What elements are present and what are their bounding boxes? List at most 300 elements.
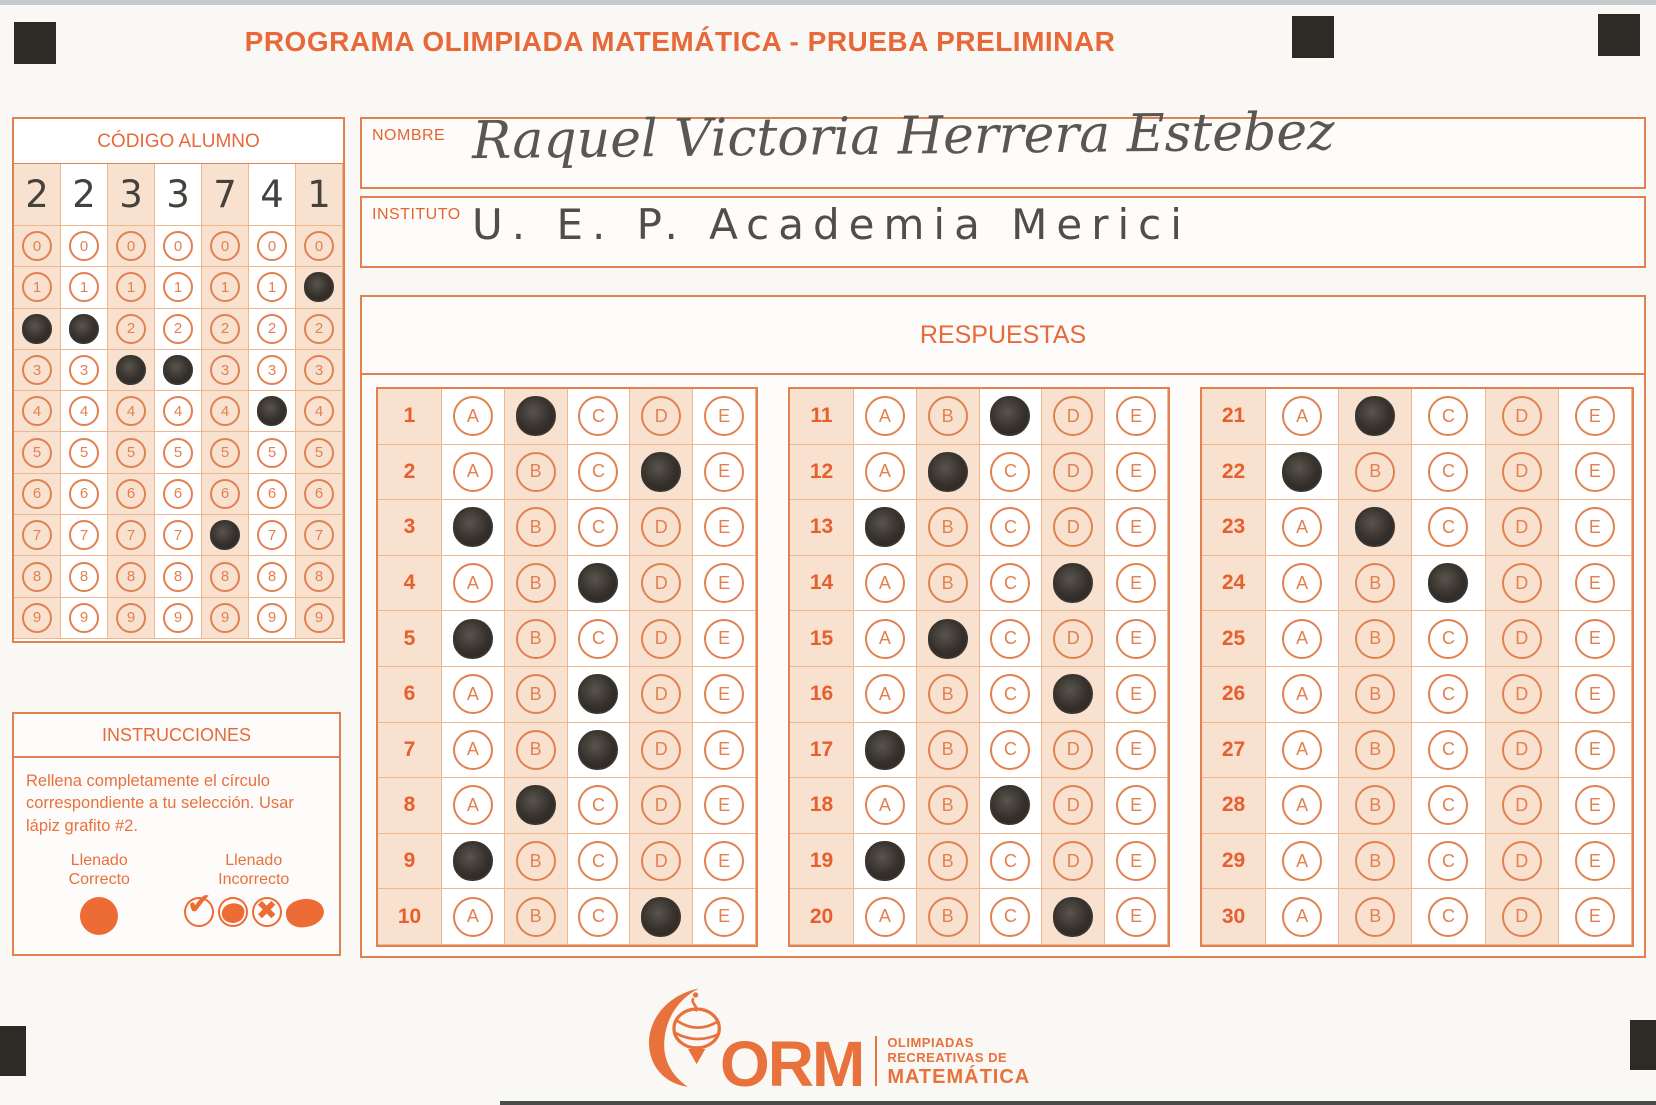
code-bubble-col1-7[interactable]: 7 — [22, 520, 52, 550]
code-bubble-col5-4[interactable]: 4 — [210, 396, 240, 426]
answer-cell — [505, 889, 568, 945]
code-cell — [202, 391, 249, 432]
answer-bubble-q9-B[interactable]: B — [516, 841, 556, 881]
answer-bubble-q6-A[interactable]: A — [453, 674, 493, 714]
answer-bubble-q24-B[interactable]: B — [1355, 563, 1395, 603]
answer-bubble-q9-E[interactable]: E — [704, 841, 744, 881]
code-bubble-col1-4[interactable]: 4 — [22, 396, 52, 426]
answer-bubble-q15-D[interactable]: D — [1053, 619, 1093, 659]
answer-bubble-q15-A[interactable]: A — [865, 619, 905, 659]
answer-cell — [1105, 500, 1168, 556]
name-field[interactable] — [360, 102, 1646, 189]
answer-bubble-q9-D[interactable]: D — [641, 841, 681, 881]
answer-bubble-q23-B-filled[interactable] — [1355, 507, 1395, 547]
answer-bubble-q2-C[interactable]: C — [578, 452, 618, 492]
code-bubble-col5-8[interactable]: 8 — [210, 562, 240, 592]
answer-bubble-q21-D[interactable]: D — [1502, 396, 1542, 436]
code-bubble-col7-6[interactable]: 6 — [304, 479, 334, 509]
answer-bubble-q16-A[interactable]: A — [865, 674, 905, 714]
code-bubble-col3-9[interactable]: 9 — [116, 603, 146, 633]
answer-bubble-q18-B[interactable]: B — [928, 785, 968, 825]
answer-row-16 — [790, 667, 1168, 723]
answer-bubble-q8-A[interactable]: A — [453, 785, 493, 825]
answer-bubble-q2-E[interactable]: E — [704, 452, 744, 492]
answer-bubble-q16-B[interactable]: B — [928, 674, 968, 714]
answer-cell — [442, 500, 505, 556]
answer-bubble-q23-D[interactable]: D — [1502, 507, 1542, 547]
answer-bubble-q15-E[interactable]: E — [1116, 619, 1156, 659]
answer-cell — [1105, 556, 1168, 612]
answer-bubble-q13-B[interactable]: B — [928, 507, 968, 547]
code-cell — [249, 226, 296, 267]
answer-bubble-q3-D[interactable]: D — [641, 507, 681, 547]
answer-bubble-q13-E[interactable]: E — [1116, 507, 1156, 547]
answer-bubble-q1-A[interactable]: A — [453, 396, 493, 436]
code-bubble-col7-8[interactable]: 8 — [304, 562, 334, 592]
code-bubble-col3-1[interactable]: 1 — [116, 272, 146, 302]
answer-bubble-q28-E[interactable]: E — [1575, 785, 1615, 825]
answer-bubble-q18-D[interactable]: D — [1053, 785, 1093, 825]
answer-cell — [854, 889, 917, 945]
answer-bubble-q14-E[interactable]: E — [1116, 563, 1156, 603]
code-cell — [108, 474, 155, 515]
answer-bubble-q7-C-filled[interactable] — [578, 730, 618, 770]
answer-bubble-q11-C-filled[interactable] — [990, 396, 1030, 436]
answer-bubble-q8-E[interactable]: E — [704, 785, 744, 825]
answer-bubble-q12-C[interactable]: C — [990, 452, 1030, 492]
answer-row-5 — [378, 611, 756, 667]
answer-cell — [630, 667, 693, 723]
answer-bubble-q12-B-filled[interactable] — [928, 452, 968, 492]
code-bubble-col4-2[interactable]: 2 — [163, 314, 193, 344]
answer-cell — [1486, 889, 1559, 945]
answer-bubble-q14-A[interactable]: A — [865, 563, 905, 603]
code-bubble-col5-6[interactable]: 6 — [210, 479, 240, 509]
answer-cell — [980, 611, 1043, 667]
code-bubble-col3-4[interactable]: 4 — [116, 396, 146, 426]
answer-bubble-q17-E[interactable]: E — [1116, 730, 1156, 770]
answer-bubble-q6-B[interactable]: B — [516, 674, 556, 714]
answer-bubble-q25-E[interactable]: E — [1575, 619, 1615, 659]
code-cell — [14, 391, 61, 432]
code-bubble-col7-4[interactable]: 4 — [304, 396, 334, 426]
code-bubble-col4-3-filled[interactable] — [163, 355, 193, 385]
answer-bubble-q22-E[interactable]: E — [1575, 452, 1615, 492]
answer-bubble-q4-E[interactable]: E — [704, 563, 744, 603]
answer-bubble-q27-C[interactable]: C — [1428, 730, 1468, 770]
institute-handwritten-value: U. E. P. Academia Merici — [472, 200, 1191, 249]
answer-bubble-q3-A-filled[interactable] — [453, 507, 493, 547]
code-bubble-col1-0[interactable]: 0 — [22, 231, 52, 261]
answer-bubble-q28-B[interactable]: B — [1355, 785, 1395, 825]
answer-cell — [1412, 389, 1485, 445]
code-cell — [155, 226, 202, 267]
code-bubble-col3-8[interactable]: 8 — [116, 562, 146, 592]
answer-bubble-q14-B[interactable]: B — [928, 563, 968, 603]
answer-bubble-q16-E[interactable]: E — [1116, 674, 1156, 714]
code-bubble-col6-0[interactable]: 0 — [257, 231, 287, 261]
answer-cell — [1105, 389, 1168, 445]
answer-bubble-q22-D[interactable]: D — [1502, 452, 1542, 492]
answer-bubble-q14-D-filled[interactable] — [1053, 563, 1093, 603]
answer-bubble-q19-D[interactable]: D — [1053, 841, 1093, 881]
code-bubble-col5-1[interactable]: 1 — [210, 272, 240, 302]
answer-bubble-q25-A[interactable]: A — [1282, 619, 1322, 659]
code-cell — [61, 474, 108, 515]
answer-row-27 — [1202, 723, 1632, 779]
code-bubble-col7-2[interactable]: 2 — [304, 314, 334, 344]
answer-bubble-q19-B[interactable]: B — [928, 841, 968, 881]
answer-bubble-q19-C[interactable]: C — [990, 841, 1030, 881]
answer-bubble-q1-B-filled[interactable] — [516, 396, 556, 436]
answer-bubble-q25-B[interactable]: B — [1355, 619, 1395, 659]
answer-bubble-q7-D[interactable]: D — [641, 730, 681, 770]
answer-bubble-q11-E[interactable]: E — [1116, 396, 1156, 436]
answer-cell — [980, 723, 1043, 779]
answer-row-4 — [378, 556, 756, 612]
answer-bubble-q30-C[interactable]: C — [1428, 897, 1468, 937]
code-cell — [249, 556, 296, 597]
code-bubble-col6-9[interactable]: 9 — [257, 603, 287, 633]
answer-bubble-q20-A[interactable]: A — [865, 897, 905, 937]
answer-bubble-q3-C[interactable]: C — [578, 507, 618, 547]
question-number-5: 5 — [378, 611, 442, 667]
code-bubble-col5-2[interactable]: 2 — [210, 314, 240, 344]
answer-cell — [505, 500, 568, 556]
answer-bubble-q5-A-filled[interactable] — [453, 619, 493, 659]
answer-cell — [980, 389, 1043, 445]
answer-bubble-q24-E[interactable]: E — [1575, 563, 1615, 603]
code-cell — [61, 226, 108, 267]
code-bubble-col2-0[interactable]: 0 — [69, 231, 99, 261]
answer-bubble-q11-B[interactable]: B — [928, 396, 968, 436]
code-bubble-col1-3[interactable]: 3 — [22, 355, 52, 385]
code-cell — [296, 226, 343, 267]
answer-bubble-q26-C[interactable]: C — [1428, 674, 1468, 714]
answer-bubble-q25-D[interactable]: D — [1502, 619, 1542, 659]
code-bubble-col1-9[interactable]: 9 — [22, 603, 52, 633]
code-cell — [108, 556, 155, 597]
answer-bubble-q27-A[interactable]: A — [1282, 730, 1322, 770]
answer-bubble-q8-B-filled[interactable] — [516, 785, 556, 825]
answer-cell — [1412, 723, 1485, 779]
code-cell — [249, 309, 296, 350]
answer-bubble-q7-A[interactable]: A — [453, 730, 493, 770]
answer-bubble-q18-A[interactable]: A — [865, 785, 905, 825]
answer-bubble-q4-A[interactable]: A — [453, 563, 493, 603]
code-bubble-col2-4[interactable]: 4 — [69, 396, 99, 426]
answer-bubble-q2-D-filled[interactable] — [641, 452, 681, 492]
answer-cell — [854, 834, 917, 890]
answer-row-20 — [790, 889, 1168, 945]
logo-line2: RECREATIVAS DE — [887, 1050, 1008, 1066]
code-bubble-col7-3[interactable]: 3 — [304, 355, 334, 385]
answer-bubble-q10-D-filled[interactable] — [641, 897, 681, 937]
answer-bubble-q21-B-filled[interactable] — [1355, 396, 1395, 436]
code-bubble-col6-8[interactable]: 8 — [257, 562, 287, 592]
answer-row-13 — [790, 500, 1168, 556]
answer-bubble-q20-C[interactable]: C — [990, 897, 1030, 937]
answer-bubble-q26-B[interactable]: B — [1355, 674, 1395, 714]
answer-bubble-q17-B[interactable]: B — [928, 730, 968, 770]
answer-bubble-q21-C[interactable]: C — [1428, 396, 1468, 436]
answer-bubble-q12-E[interactable]: E — [1116, 452, 1156, 492]
answer-bubble-q12-D[interactable]: D — [1053, 452, 1093, 492]
code-bubble-col6-7[interactable]: 7 — [257, 520, 287, 550]
code-bubble-col1-8[interactable]: 8 — [22, 562, 52, 592]
answer-bubble-q10-E[interactable]: E — [704, 897, 744, 937]
code-bubble-col4-0[interactable]: 0 — [163, 231, 193, 261]
code-bubble-col3-0[interactable]: 0 — [116, 231, 146, 261]
code-bubble-col4-7[interactable]: 7 — [163, 520, 193, 550]
answer-bubble-q16-C[interactable]: C — [990, 674, 1030, 714]
code-bubble-col7-9[interactable]: 9 — [304, 603, 334, 633]
answer-cell — [1486, 723, 1559, 779]
name-label: NOMBRE — [372, 127, 446, 144]
answer-bubble-q24-C-filled[interactable] — [1428, 563, 1468, 603]
answer-bubble-q22-B[interactable]: B — [1355, 452, 1395, 492]
code-bubble-col4-1[interactable]: 1 — [163, 272, 193, 302]
answer-bubble-q24-A[interactable]: A — [1282, 563, 1322, 603]
answer-bubble-q27-D[interactable]: D — [1502, 730, 1542, 770]
answer-bubble-q8-C[interactable]: C — [578, 785, 618, 825]
answer-bubble-q13-A-filled[interactable] — [865, 507, 905, 547]
code-written-digit-col5: 7 — [202, 164, 249, 226]
answer-bubble-q10-B[interactable]: B — [516, 897, 556, 937]
answer-cell — [505, 556, 568, 612]
answer-bubble-q5-B[interactable]: B — [516, 619, 556, 659]
code-bubble-col6-5[interactable]: 5 — [257, 438, 287, 468]
answer-bubble-q18-E[interactable]: E — [1116, 785, 1156, 825]
answer-bubble-q28-D[interactable]: D — [1502, 785, 1542, 825]
question-number-18: 18 — [790, 778, 854, 834]
code-bubble-col7-1-filled[interactable] — [304, 272, 334, 302]
code-cell — [155, 474, 202, 515]
answer-cell — [630, 723, 693, 779]
answer-bubble-q3-B[interactable]: B — [516, 507, 556, 547]
answer-bubble-q26-D[interactable]: D — [1502, 674, 1542, 714]
answer-bubble-q24-D[interactable]: D — [1502, 563, 1542, 603]
answer-bubble-q21-A[interactable]: A — [1282, 396, 1322, 436]
answer-bubble-q17-D[interactable]: D — [1053, 730, 1093, 770]
answer-bubble-q19-A-filled[interactable] — [865, 841, 905, 881]
answer-cell — [505, 667, 568, 723]
answer-bubble-q30-D[interactable]: D — [1502, 897, 1542, 937]
answer-cell — [1412, 445, 1485, 501]
answer-bubble-q25-C[interactable]: C — [1428, 619, 1468, 659]
answer-bubble-q6-C-filled[interactable] — [578, 674, 618, 714]
code-cell — [108, 267, 155, 308]
code-bubble-col7-5[interactable]: 5 — [304, 438, 334, 468]
code-bubble-col3-6[interactable]: 6 — [116, 479, 146, 509]
answer-bubble-q15-B-filled[interactable] — [928, 619, 968, 659]
answer-cell — [630, 834, 693, 890]
answer-bubble-q23-A[interactable]: A — [1282, 507, 1322, 547]
answer-bubble-q9-C[interactable]: C — [578, 841, 618, 881]
answer-bubble-q29-D[interactable]: D — [1502, 841, 1542, 881]
answer-bubble-q29-A[interactable]: A — [1282, 841, 1322, 881]
code-bubble-col2-8[interactable]: 8 — [69, 562, 99, 592]
answer-bubble-q23-C[interactable]: C — [1428, 507, 1468, 547]
code-bubble-col1-2-filled[interactable] — [22, 314, 52, 344]
answer-bubble-q5-C[interactable]: C — [578, 619, 618, 659]
answer-bubble-q13-D[interactable]: D — [1053, 507, 1093, 547]
code-cell — [155, 432, 202, 473]
answer-bubble-q29-B[interactable]: B — [1355, 841, 1395, 881]
answer-bubble-q5-E[interactable]: E — [704, 619, 744, 659]
answer-bubble-q14-C[interactable]: C — [990, 563, 1030, 603]
answer-bubble-q23-E[interactable]: E — [1575, 507, 1615, 547]
answer-bubble-q30-E[interactable]: E — [1575, 897, 1615, 937]
answer-row-24 — [1202, 556, 1632, 612]
answer-cell — [1412, 667, 1485, 723]
answer-bubble-q12-A[interactable]: A — [865, 452, 905, 492]
code-bubble-col5-0[interactable]: 0 — [210, 231, 240, 261]
answer-cell — [1339, 723, 1412, 779]
answer-bubble-q11-A[interactable]: A — [865, 396, 905, 436]
answer-bubble-q21-E[interactable]: E — [1575, 396, 1615, 436]
answers-column-2 — [788, 387, 1170, 947]
code-bubble-col4-5[interactable]: 5 — [163, 438, 193, 468]
answer-bubble-q26-E[interactable]: E — [1575, 674, 1615, 714]
answer-cell — [1042, 556, 1105, 612]
answer-cell — [630, 778, 693, 834]
code-bubble-col2-5[interactable]: 5 — [69, 438, 99, 468]
answer-bubble-q7-B[interactable]: B — [516, 730, 556, 770]
question-number-2: 2 — [378, 445, 442, 501]
answer-bubble-q20-B[interactable]: B — [928, 897, 968, 937]
code-bubble-col7-7[interactable]: 7 — [304, 520, 334, 550]
page-title: PROGRAMA OLIMPIADA MATEMÁTICA - PRUEBA PRELIMINAR — [244, 26, 1116, 57]
answer-bubble-q27-E[interactable]: E — [1575, 730, 1615, 770]
answer-bubble-q4-B[interactable]: B — [516, 563, 556, 603]
answer-bubble-q9-A-filled[interactable] — [453, 841, 493, 881]
code-bubble-col1-5[interactable]: 5 — [22, 438, 52, 468]
answer-cell — [1105, 667, 1168, 723]
code-cell — [14, 226, 61, 267]
code-cell — [14, 309, 61, 350]
answer-bubble-q20-D-filled[interactable] — [1053, 897, 1093, 937]
answer-bubble-q30-B[interactable]: B — [1355, 897, 1395, 937]
code-bubble-col3-3-filled[interactable] — [116, 355, 146, 385]
code-bubble-col5-3[interactable]: 3 — [210, 355, 240, 385]
code-bubble-col2-9[interactable]: 9 — [69, 603, 99, 633]
answer-row-8 — [378, 778, 756, 834]
incorrect-fill-label: Llenado Incorrecto — [218, 851, 290, 888]
answer-bubble-q1-D[interactable]: D — [641, 396, 681, 436]
code-bubble-col3-5[interactable]: 5 — [116, 438, 146, 468]
logo-line1: OLIMPIADAS — [887, 1035, 974, 1051]
code-cell — [108, 432, 155, 473]
answer-bubble-q17-C[interactable]: C — [990, 730, 1030, 770]
answer-bubble-q6-D[interactable]: D — [641, 674, 681, 714]
answer-cell — [1559, 445, 1632, 501]
code-bubble-col6-6[interactable]: 6 — [257, 479, 287, 509]
institute-field[interactable] — [360, 196, 1646, 268]
answer-bubble-q22-C[interactable]: C — [1428, 452, 1468, 492]
answer-bubble-q10-A[interactable]: A — [453, 897, 493, 937]
answer-bubble-q10-C[interactable]: C — [578, 897, 618, 937]
answer-bubble-q13-C[interactable]: C — [990, 507, 1030, 547]
student-code-section — [12, 117, 345, 643]
answer-bubble-q2-B[interactable]: B — [516, 452, 556, 492]
code-cell — [202, 226, 249, 267]
answer-bubble-q27-B[interactable]: B — [1355, 730, 1395, 770]
answer-bubble-q29-E[interactable]: E — [1575, 841, 1615, 881]
answer-cell — [1486, 389, 1559, 445]
code-bubble-col2-2-filled[interactable] — [69, 314, 99, 344]
code-bubble-col5-7-filled[interactable] — [210, 520, 240, 550]
code-bubble-col2-6[interactable]: 6 — [69, 479, 99, 509]
answer-bubble-q5-D[interactable]: D — [641, 619, 681, 659]
answer-cell — [1042, 834, 1105, 890]
answer-bubble-q4-D[interactable]: D — [641, 563, 681, 603]
answer-bubble-q6-E[interactable]: E — [704, 674, 744, 714]
instructions-section — [12, 712, 341, 956]
code-bubble-col6-4-filled[interactable] — [257, 396, 287, 426]
answer-bubble-q7-E[interactable]: E — [704, 730, 744, 770]
code-bubble-col2-3[interactable]: 3 — [69, 355, 99, 385]
answer-bubble-q8-D[interactable]: D — [641, 785, 681, 825]
answer-bubble-q17-A-filled[interactable] — [865, 730, 905, 770]
registration-mark-bottom-right — [1630, 1020, 1656, 1070]
code-bubble-col5-9[interactable]: 9 — [210, 603, 240, 633]
code-cell — [202, 350, 249, 391]
code-bubble-col6-3[interactable]: 3 — [257, 355, 287, 385]
code-bubble-col5-5[interactable]: 5 — [210, 438, 240, 468]
answer-cell — [630, 611, 693, 667]
code-bubble-col4-4[interactable]: 4 — [163, 396, 193, 426]
answer-bubble-q3-E[interactable]: E — [704, 507, 744, 547]
code-written-digit-col2: 2 — [61, 164, 108, 226]
answer-bubble-q11-D[interactable]: D — [1053, 396, 1093, 436]
code-bubble-col1-1[interactable]: 1 — [22, 272, 52, 302]
answer-bubble-q1-E[interactable]: E — [704, 396, 744, 436]
code-bubble-col6-1[interactable]: 1 — [257, 272, 287, 302]
answer-bubble-q19-E[interactable]: E — [1116, 841, 1156, 881]
code-bubble-col3-7[interactable]: 7 — [116, 520, 146, 550]
answer-bubble-q30-A[interactable]: A — [1282, 897, 1322, 937]
answer-bubble-q22-A-filled[interactable] — [1282, 452, 1322, 492]
question-number-27: 27 — [1202, 723, 1266, 779]
answer-bubble-q15-C[interactable]: C — [990, 619, 1030, 659]
answer-cell — [854, 500, 917, 556]
code-bubble-col4-8[interactable]: 8 — [163, 562, 193, 592]
code-bubble-col7-0[interactable]: 0 — [304, 231, 334, 261]
answer-bubble-q20-E[interactable]: E — [1116, 897, 1156, 937]
code-bubble-col4-6[interactable]: 6 — [163, 479, 193, 509]
code-bubble-col4-9[interactable]: 9 — [163, 603, 193, 633]
answer-bubble-q29-C[interactable]: C — [1428, 841, 1468, 881]
answer-cell — [1559, 611, 1632, 667]
answer-bubble-q16-D-filled[interactable] — [1053, 674, 1093, 714]
answer-bubble-q4-C-filled[interactable] — [578, 563, 618, 603]
answer-cell — [980, 667, 1043, 723]
answer-bubble-q26-A[interactable]: A — [1282, 674, 1322, 714]
answer-bubble-q28-A[interactable]: A — [1282, 785, 1322, 825]
answer-bubble-q28-C[interactable]: C — [1428, 785, 1468, 825]
code-bubble-col1-6[interactable]: 6 — [22, 479, 52, 509]
code-bubble-col2-7[interactable]: 7 — [69, 520, 99, 550]
code-bubble-col2-1[interactable]: 1 — [69, 272, 99, 302]
answer-bubble-q1-C[interactable]: C — [578, 396, 618, 436]
code-cell — [108, 598, 155, 639]
answer-cell — [693, 445, 756, 501]
answer-bubble-q2-A[interactable]: A — [453, 452, 493, 492]
code-bubble-col3-2[interactable]: 2 — [116, 314, 146, 344]
code-bubble-col6-2[interactable]: 2 — [257, 314, 287, 344]
answer-bubble-q18-C-filled[interactable] — [990, 785, 1030, 825]
